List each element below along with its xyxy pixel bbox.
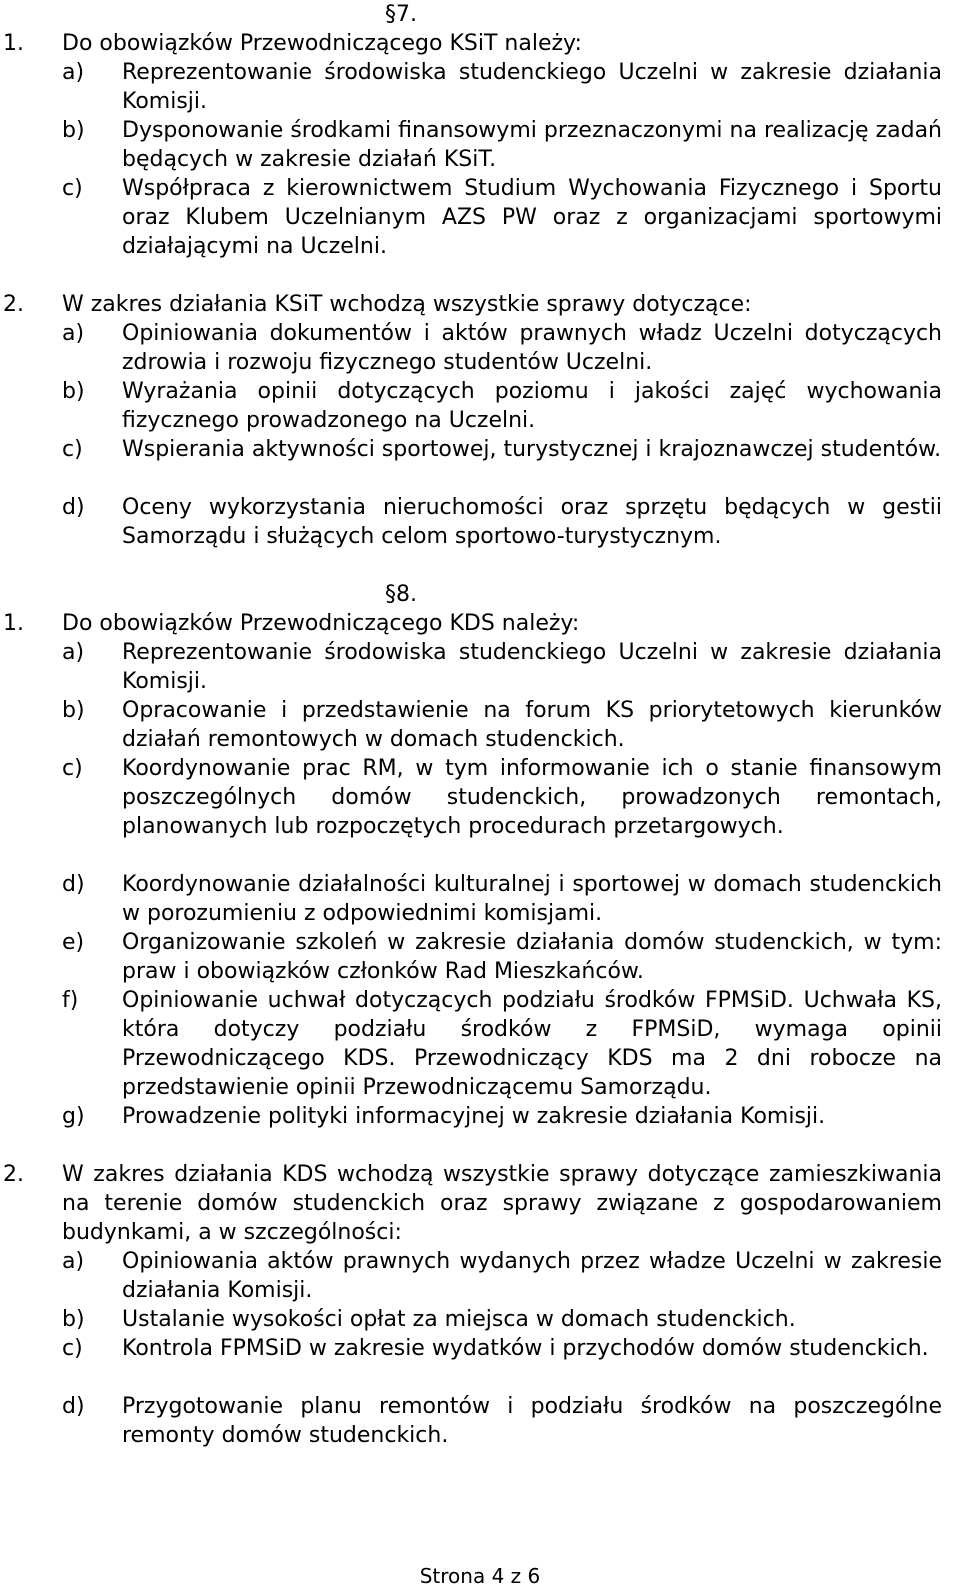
item-letter: a): [62, 1249, 85, 1274]
item-letter: d): [62, 495, 85, 520]
point-number: 2.: [3, 1162, 24, 1187]
item-letter: a): [62, 321, 85, 346]
item-text: Prowadzenie polityki informacyjnej w zakresie działania Komisji.: [122, 1104, 826, 1129]
item-text: Przygotowanie planu remontów i podziału środków na poszczególne remonty domów studenckich.: [122, 1394, 942, 1448]
item-letter: b): [62, 698, 85, 723]
section-title-7: §7.: [385, 2, 417, 27]
item-text: Reprezentowanie środowiska studenckiego Uczelni w zakresie działania Komisji.: [122, 640, 942, 694]
item-letter: b): [62, 1307, 85, 1332]
item-text: Ustalanie wysokości opłat za miejsca w domach studenckich.: [122, 1307, 796, 1332]
item-text: Reprezentowanie środowiska studenckiego Uczelni w zakresie działania Komisji.: [122, 60, 942, 114]
item-letter: c): [62, 437, 83, 462]
point-intro: W zakres działania KDS wchodzą wszystkie sprawy dotyczące zamieszkiwania na terenie domów studenckich oraz sprawy związane z gospodarowaniem budynkami, a w szczególności:: [62, 1162, 942, 1245]
item-text: Organizowanie szkoleń w zakresie działania domów studenckich, w tym: praw i obowiązków członków Rad Mieszkańców.: [122, 930, 942, 984]
point-number: 1.: [3, 611, 24, 636]
point-intro: Do obowiązków Przewodniczącego KSiT należy:: [62, 31, 582, 56]
item-text: Opiniowania dokumentów i aktów prawnych władz Uczelni dotyczących zdrowia i rozwoju fizycznego studentów Uczelni.: [122, 321, 942, 375]
item-text: Dysponowanie środkami finansowymi przeznaczonymi na realizację zadań będących w zakresie działań KSiT.: [122, 118, 942, 172]
section-title-8: §8.: [385, 582, 417, 607]
item-letter: a): [62, 60, 85, 85]
item-text: Oceny wykorzystania nieruchomości oraz sprzętu będących w gestii Samorządu i służących celom sportowo-turystycznym.: [122, 495, 942, 549]
item-letter: a): [62, 640, 85, 665]
item-text: Kontrola FPMSiD w zakresie wydatków i przychodów domów studenckich.: [122, 1336, 929, 1361]
page-number-footer: Strona 4 z 6: [419, 1564, 541, 1588]
item-letter: b): [62, 118, 85, 143]
item-letter: b): [62, 379, 85, 404]
point-intro: W zakres działania KSiT wchodzą wszystkie sprawy dotyczące:: [62, 292, 752, 317]
point-number: 2.: [3, 292, 24, 317]
item-text: Koordynowanie działalności kulturalnej i sportowej w domach studenckich w porozumieniu z odpowiednimi komisjami.: [122, 872, 942, 926]
point-number: 1.: [3, 31, 24, 56]
point-intro: Do obowiązków Przewodniczącego KDS należy:: [62, 611, 580, 636]
item-letter: c): [62, 176, 83, 201]
item-letter: g): [62, 1104, 85, 1129]
item-letter: d): [62, 1394, 85, 1419]
item-text: Opiniowanie uchwał dotyczących podziału środków FPMSiD. Uchwała KS, która dotyczy podziału środków z FPMSiD, wymaga opinii Przewodniczącego KDS. Przewodniczący KDS ma 2 dni robocze na przedstawienie opinii Przewodniczącemu Samorządu.: [122, 988, 942, 1100]
item-text: Koordynowanie prac RM, w tym informowanie ich o stanie finansowym poszczególnych domów studenckich, prowadzonych remontach, planowanych lub rozpoczętych procedurach przetargowych.: [122, 756, 942, 839]
item-letter: f): [62, 988, 79, 1013]
item-text: Opiniowania aktów prawnych wydanych przez władze Uczelni w zakresie działania Komisji.: [122, 1249, 942, 1303]
item-text: Wyrażania opinii dotyczących poziomu i jakości zajęć wychowania fizycznego prowadzonego na Uczelni.: [122, 379, 942, 433]
item-text: Współpraca z kierownictwem Studium Wychowania Fizycznego i Sportu oraz Klubem Uczelnianym AZS PW oraz z organizacjami sportowymi działającymi na Uczelni.: [122, 176, 942, 259]
item-letter: e): [62, 930, 85, 955]
item-letter: c): [62, 1336, 83, 1361]
item-letter: c): [62, 756, 83, 781]
item-text: Opracowanie i przedstawienie na forum KS priorytetowych kierunków działań remontowych w domach studenckich.: [122, 698, 942, 752]
item-letter: d): [62, 872, 85, 897]
item-text: Wspierania aktywności sportowej, turystycznej i krajoznawczej studentów.: [122, 437, 942, 462]
